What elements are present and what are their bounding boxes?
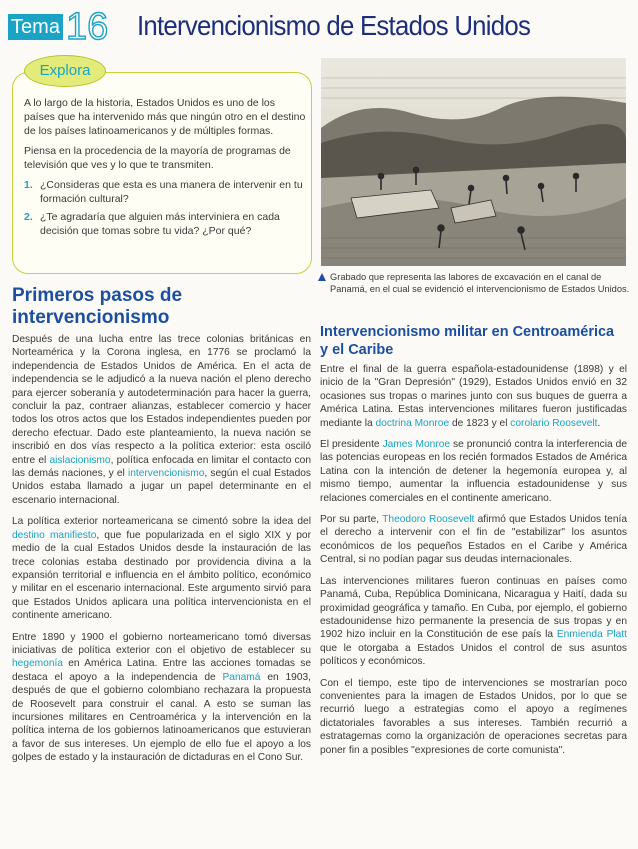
text-run: Entre 1890 y 1900 el gobierno norteamericano tomó diversas iniciativas de política exterior con el objetivo de establecer su	[12, 631, 311, 656]
text-run: El presidente	[320, 439, 383, 451]
keyword-destino-manifiesto: destino manifiesto	[12, 529, 97, 541]
caption-text: Grabado que representa las labores de excavación en el canal de Panamá, en el cual se evidenció el intervencionismo de Estados Unidos.	[330, 272, 630, 294]
keyword-doctrina-monroe: doctrina Monroe	[375, 417, 450, 429]
explora-question	[24, 210, 306, 238]
keyword-james-monroe: James Monroe	[382, 439, 451, 451]
paragraph	[320, 513, 627, 567]
page-title: Intervencionismo de Estados Unidos	[137, 10, 531, 41]
text-run: Entre el final de la guerra española-estadounidense (1898) y el inicio de la "Gran Depresión" (1929), Estados Unidos envió en 32 ocasiones sus tropas o marines junto con sus buques de guerra a América Latina. Estas intervenciones militares fueron justificadas mediante la	[320, 364, 627, 429]
explora-question	[24, 178, 306, 206]
question-number: 2.	[24, 211, 33, 223]
paragraph	[12, 631, 311, 765]
keyword-theodoro-roosevelt: Theodoro Roosevelt	[382, 514, 475, 526]
triangle-icon	[318, 273, 326, 281]
text-run: .	[597, 417, 601, 429]
paragraph	[320, 363, 627, 430]
text-run: , política enfocada en limitar el contacto con las demás naciones, y el	[12, 454, 311, 480]
left-column	[12, 333, 311, 773]
keyword-panama: Panamá	[222, 671, 261, 683]
engraving-illustration	[321, 58, 626, 266]
question-number: 1.	[24, 179, 33, 191]
explora-tab: Explora	[24, 55, 106, 87]
tema-label: Tema	[8, 14, 63, 40]
text-run: Después de una lucha entre las trece colonias británicas en Norteamérica y la Corona inglesa, en 1776 se proclamó la independencia de Estados Unidos de América. En el acta de independencia se le adjudicó a la nueva nación el pleno derecho para ejercer soberanía y autodeterminación para hacer la guerra, concluir la paz, contraer alianzas, establecer comercio y hacer todos los otros actos que los Estados independientes pueden por derecho efectuar. Dado este planteamiento, la nueva nación se inscribió en dos vías respecto a la política exterior: esta osciló entre el	[12, 334, 311, 466]
explora-paragraph-2: Piensa en la procedencia de la mayoría de programas de televisión que ves y lo que te transmiten.	[24, 145, 291, 171]
keyword-corolario-roosevelt: corolario Roosevelt	[510, 417, 598, 429]
text-run: que le otorgaba a Estados Unidos el control de sus asuntos políticos y económicos.	[320, 642, 627, 668]
keyword-intervencionismo: intervencionismo	[127, 468, 205, 480]
text-run: , según el cual Estados Unidos estaba llamado a jugar un papel determinante en el escenario internacional.	[12, 468, 311, 506]
explora-paragraph-1: A lo largo de la historia, Estados Unidos es uno de los países que ha intervenido más que ningún otro en el destino de los países latinoamericanos y de múltiples formas.	[24, 97, 306, 137]
text-run: Las intervenciones militares fueron continuas en países como Panamá, Cuba, República Dominicana, Nicaragua y Haití, dada su proximidad geográfica y tamaño. En Cuba, por ejemplo, el gobierno estadounidense hizo permanente la presencia de sus tropas y en 1902 hizo incluir en la Constitución de ese país la	[320, 575, 627, 641]
panama-canal-engraving	[321, 58, 626, 266]
page-header	[0, 0, 638, 52]
text-run: La política exterior norteamericana se cimentó sobre la idea del	[12, 516, 311, 528]
keyword-hegemonia: hegemonía	[12, 658, 63, 670]
text-run: en 1903, después de que el gobierno colombiano rechazara la propuesta de Roosevelt para construir el canal. A esto se suman las incursiones militares en Centroamérica y la intervención en la política interna de los gobiernos latinoamericanos que estuvieran a favor de sus intereses. Un ejemplo de ello fue el apoyo a los golpes de estado y la instauración de dictaduras en el Cono Sur.	[12, 671, 311, 764]
keyword-enmienda-platt: Enmienda Platt	[556, 629, 627, 641]
paragraph	[320, 575, 627, 669]
text-run: se pronunció contra la interferencia de las potencias europeas en los recién formados Estados de América Latina con la intención de detener la hegemonía europea y, al mismo tiempo, aumentar la influencia estadounidense y sus relaciones comerciales en el continente americano.	[320, 439, 627, 504]
paragraph	[320, 438, 627, 505]
paragraph	[12, 333, 311, 507]
right-column	[320, 363, 627, 765]
section-heading-intervencionismo-militar: Intervencionismo militar en Centroamérica y el Caribe	[320, 324, 615, 358]
explora-text	[24, 96, 306, 242]
question-text: ¿Consideras que esta es una manera de intervenir en tu formación cultural?	[40, 179, 303, 205]
text-run: Por su parte,	[320, 514, 383, 526]
keyword-aislacionismo: aislacionismo	[49, 454, 111, 466]
paragraph	[320, 677, 627, 757]
text-run: de 1823 y el	[449, 417, 511, 429]
section-heading-primeros-pasos: Primeros pasos de intervencionismo	[12, 285, 183, 328]
question-text: ¿Te agradaría que alguien más interviniera en cada decisión que tomas sobre tu vida? ¿Por qué?	[40, 211, 280, 237]
tema-number: 16	[66, 6, 109, 48]
image-caption	[318, 271, 638, 295]
paragraph	[12, 515, 311, 622]
text-run: en América Latina. Entre las acciones tomadas se destaca el apoyo a la independencia de	[12, 658, 311, 683]
text-run: Con el tiempo, este tipo de intervenciones se mostrarían poco convenientes para la imagen de Estados Unidos, por lo que se recurrió luego a estrategias como el apoyo a regímenes dictatoriales favorables a sus intereses. También recurrió a estratagemas como la organización de operaciones secretas para poner fin a posibles "expresiones de corte comunista".	[320, 677, 627, 756]
text-run: , que fue popularizada en el siglo XIX y por medio de la cual Estados Unidos desde la instauración de las trece colonias estaba destinado por providencia divina a la expansión territorial e influencia en el ámbito político, económico y militar en el escenario internacional. Este argumento sirvió para que Estados Unidos aplicara una política intervencionista en el continente americano.	[12, 529, 311, 622]
text-run: afirmó que Estados Unidos tenía el derecho a intervenir con el fin de "estabilizar" los asuntos económicos de los pequeños Estados en el Caribe y América Central, si no podían pagar sus deudas internacionales.	[320, 514, 627, 566]
